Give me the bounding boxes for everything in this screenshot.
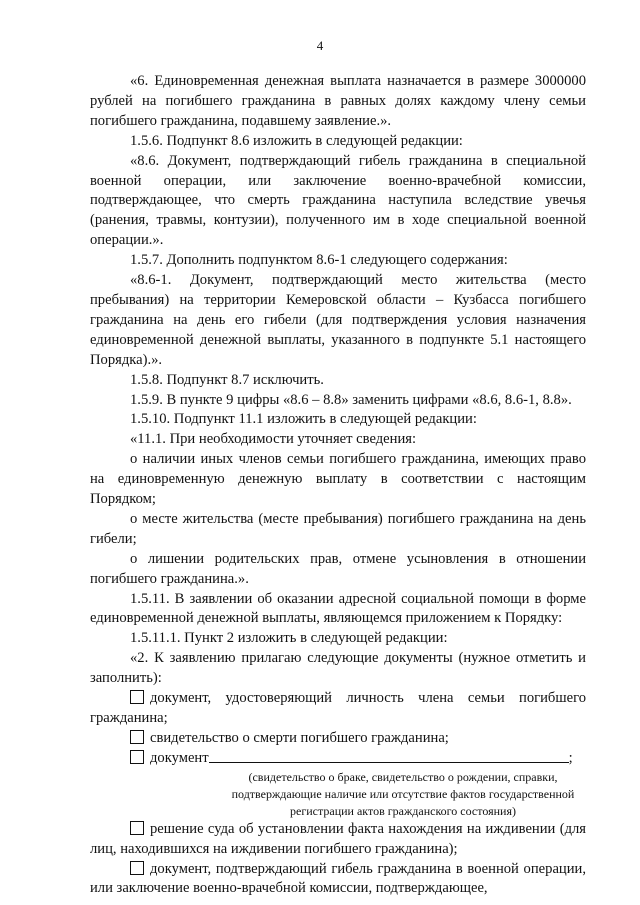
checkbox[interactable] (130, 750, 144, 764)
page-number: 4 (316, 38, 324, 53)
checkbox-item-other-document (90, 749, 586, 769)
paragraph: «6. Единовременная денежная выплата назначается в размере 3000000 рублей на погибшего гражданина в равных долях каждому члену семьи погибшего гражданина, подавшему заявление.». (90, 73, 586, 129)
paragraph: «11.1. При необходимости уточняет сведения: (130, 431, 417, 448)
checkbox[interactable] (130, 861, 144, 875)
paragraph: «2. К заявлению прилагаю следующие документы (нужное отметить и заполнить): (90, 650, 586, 687)
checkbox-label: решение суда об установлении факта нахождения на иждивении (для лиц, находившихся на иждивении погибшего гражданина); (90, 820, 586, 857)
paragraph: 1.5.8. Подпункт 8.7 исключить. (130, 371, 324, 388)
checkbox-label: документ, подтверждающий гибель гражданина в военной операции, или заключение военно-врачебной комиссии, подтверждающее, (90, 860, 586, 897)
checkbox-item-death-document (90, 860, 586, 900)
checkbox-item-court-decision (90, 820, 586, 860)
paragraph: 1.5.6. Подпункт 8.6 изложить в следующей редакции: (130, 132, 463, 149)
paragraph: 1.5.10. Подпункт 11.1 изложить в следующей редакции: (130, 411, 477, 428)
paragraph: «8.6-1. Документ, подтверждающий место жительства (место пребывания) на территории Кемеровской области – Кузбасса погибшего гражданина на день его гибели (для подтверждения условия назначения единовременной денежной выплаты, указанного в подпункте 5.1 настоящего Порядка).». (90, 272, 586, 368)
paragraph: о лишении родительских прав, отмене усыновления в отношении погибшего гражданина.». (90, 550, 586, 587)
fill-in-line[interactable] (209, 749, 569, 763)
paragraph: 1.5.9. В пункте 9 цифры «8.6 – 8.8» заменить цифрами «8.6, 8.6-1, 8.8». (130, 391, 572, 408)
checkbox-label: документ, удостоверяющий личность члена семьи погибшего гражданина; (90, 690, 586, 726)
punctuation: ; (568, 749, 573, 766)
paragraph: о наличии иных членов семьи погибшего гражданина, имеющих право на единовременную денежную выплату в соответствии с настоящим Порядком; (90, 451, 586, 508)
field-note: (свидетельство о браке, свидетельство о рождении, справки, подтверждающие наличие или отсутствие фактов государственной регистрации актов гражданского состояния) (231, 769, 575, 818)
document-body (90, 72, 586, 899)
paragraph: 1.5.7. Дополнить подпунктом 8.6-1 следующего содержания: (130, 252, 508, 269)
checkbox[interactable] (130, 690, 144, 704)
paragraph: 1.5.11.1. Пункт 2 изложить в следующей редакции: (130, 630, 448, 647)
paragraph: о месте жительства (месте пребывания) погибшего гражданина на день гибели; (90, 510, 586, 547)
checkbox[interactable] (130, 730, 144, 744)
checkbox-label: свидетельство о смерти погибшего гражданина; (150, 729, 449, 746)
paragraph: 1.5.11. В заявлении об оказании адресной социальной помощи в форме единовременной денежной выплаты, являющемся приложением к Порядку: (90, 590, 586, 627)
checkbox-label: документ (150, 749, 209, 766)
checkbox-item-identity-doc (90, 689, 586, 729)
checkbox-item-death-certificate (90, 729, 586, 749)
checkbox[interactable] (130, 821, 144, 835)
paragraph: «8.6. Документ, подтверждающий гибель гражданина в специальной военной операции, или заключение военно-врачебной комиссии, подтверждающее, что смерть гражданина наступила вследствие увечья (ранения, травмы, контузии), полученного им в ходе специальной военной операции.». (90, 152, 586, 249)
